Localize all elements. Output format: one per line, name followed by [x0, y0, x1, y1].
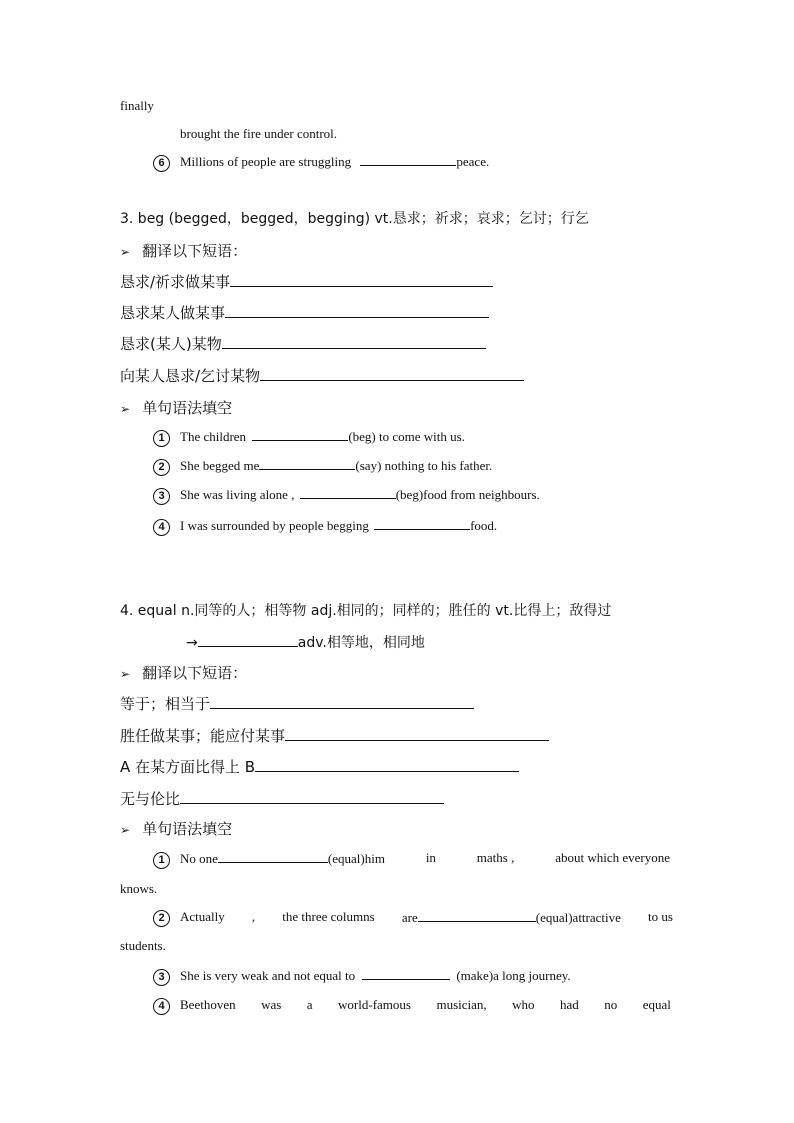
- derivation-line: → adv.相等地，相同地: [186, 635, 425, 651]
- item-number: 3: [153, 488, 170, 505]
- item-number: 1: [153, 852, 170, 869]
- answer-blank[interactable]: [285, 728, 549, 741]
- answer-blank[interactable]: [374, 517, 470, 530]
- section-heading: 3. beg (begged，begged，begging) vt.恳求；祈求；哀求；乞讨；行乞: [120, 211, 589, 227]
- text-line: finally: [120, 98, 154, 113]
- item-number: 4: [153, 519, 170, 536]
- answer-blank[interactable]: [260, 368, 524, 381]
- item-number: 6: [153, 155, 170, 172]
- subheading: ➢ 单句语法填空: [120, 399, 233, 417]
- exercise-item: 1 No one (equal)him in maths , about which everyone: [153, 850, 670, 869]
- answer-blank[interactable]: [210, 696, 474, 709]
- exercise-item: 1 The children (beg) to come with us.: [153, 428, 465, 447]
- subheading: ➢ 翻译以下短语：: [120, 664, 248, 682]
- answer-blank[interactable]: [218, 850, 328, 863]
- item-number: 2: [153, 910, 170, 927]
- text-line: students.: [120, 938, 166, 953]
- exercise-item: [153, 153, 489, 172]
- answer-blank[interactable]: [418, 909, 536, 922]
- phrase-line: 等于；相当于: [120, 693, 474, 714]
- answer-blank[interactable]: [222, 336, 486, 349]
- subheading: ➢ 单句语法填空: [120, 820, 233, 838]
- item-number: 3: [153, 969, 170, 986]
- section-heading: 4. equal n.同等的人；相等物 adj.相同的；同样的；胜任的 vt.比得上；敌得过: [120, 603, 612, 619]
- phrase-line: A 在某方面比得上 B: [120, 756, 519, 777]
- answer-blank[interactable]: [362, 967, 450, 980]
- phrase-line: 恳求(某人)某物: [120, 333, 486, 354]
- phrase-line: 胜任做某事；能应付某事: [120, 725, 549, 746]
- text-line: brought the fire under control.: [180, 126, 338, 141]
- answer-blank[interactable]: [225, 305, 489, 318]
- exercise-item: 3 She was living alone , (beg)food from neighbours.: [153, 486, 540, 505]
- arrow-bullet-icon: ➢: [120, 245, 131, 259]
- exercise-item: 4 Beethoven was a world-famous musician, who had no equal: [153, 997, 671, 1015]
- answer-blank[interactable]: [180, 791, 444, 804]
- item-text: Millions of people are struggling: [180, 154, 352, 169]
- item-number: 2: [153, 459, 170, 476]
- item-number: 4: [153, 998, 170, 1015]
- answer-blank[interactable]: [360, 153, 456, 166]
- phrase-line: 恳求/祈求做某事: [120, 271, 493, 292]
- answer-blank[interactable]: [259, 457, 355, 470]
- subheading: ➢ 翻译以下短语：: [120, 242, 248, 260]
- item-text: peace.: [456, 154, 490, 169]
- answer-blank[interactable]: [198, 634, 298, 647]
- exercise-item: 2 She begged me (say) nothing to his father.: [153, 457, 492, 476]
- arrow-bullet-icon: ➢: [120, 667, 131, 681]
- phrase-line: 无与伦比: [120, 788, 444, 809]
- answer-blank[interactable]: [230, 274, 493, 287]
- exercise-item: 3 She is very weak and not equal to (make)a long journey.: [153, 967, 571, 986]
- answer-blank[interactable]: [255, 759, 519, 772]
- exercise-item: 4 I was surrounded by people begging food.: [153, 517, 497, 536]
- answer-blank[interactable]: [300, 486, 396, 499]
- arrow-bullet-icon: ➢: [120, 823, 131, 837]
- right-arrow-icon: →: [186, 635, 198, 651]
- exercise-item: 2 Actually , the three columns are (equal)attractive to us: [153, 909, 673, 927]
- arrow-bullet-icon: ➢: [120, 402, 131, 416]
- answer-blank[interactable]: [252, 428, 348, 441]
- phrase-line: 恳求某人做某事: [120, 302, 489, 323]
- text-line: knows.: [120, 881, 158, 896]
- item-number: 1: [153, 430, 170, 447]
- phrase-line: 向某人恳求/乞讨某物: [120, 365, 524, 386]
